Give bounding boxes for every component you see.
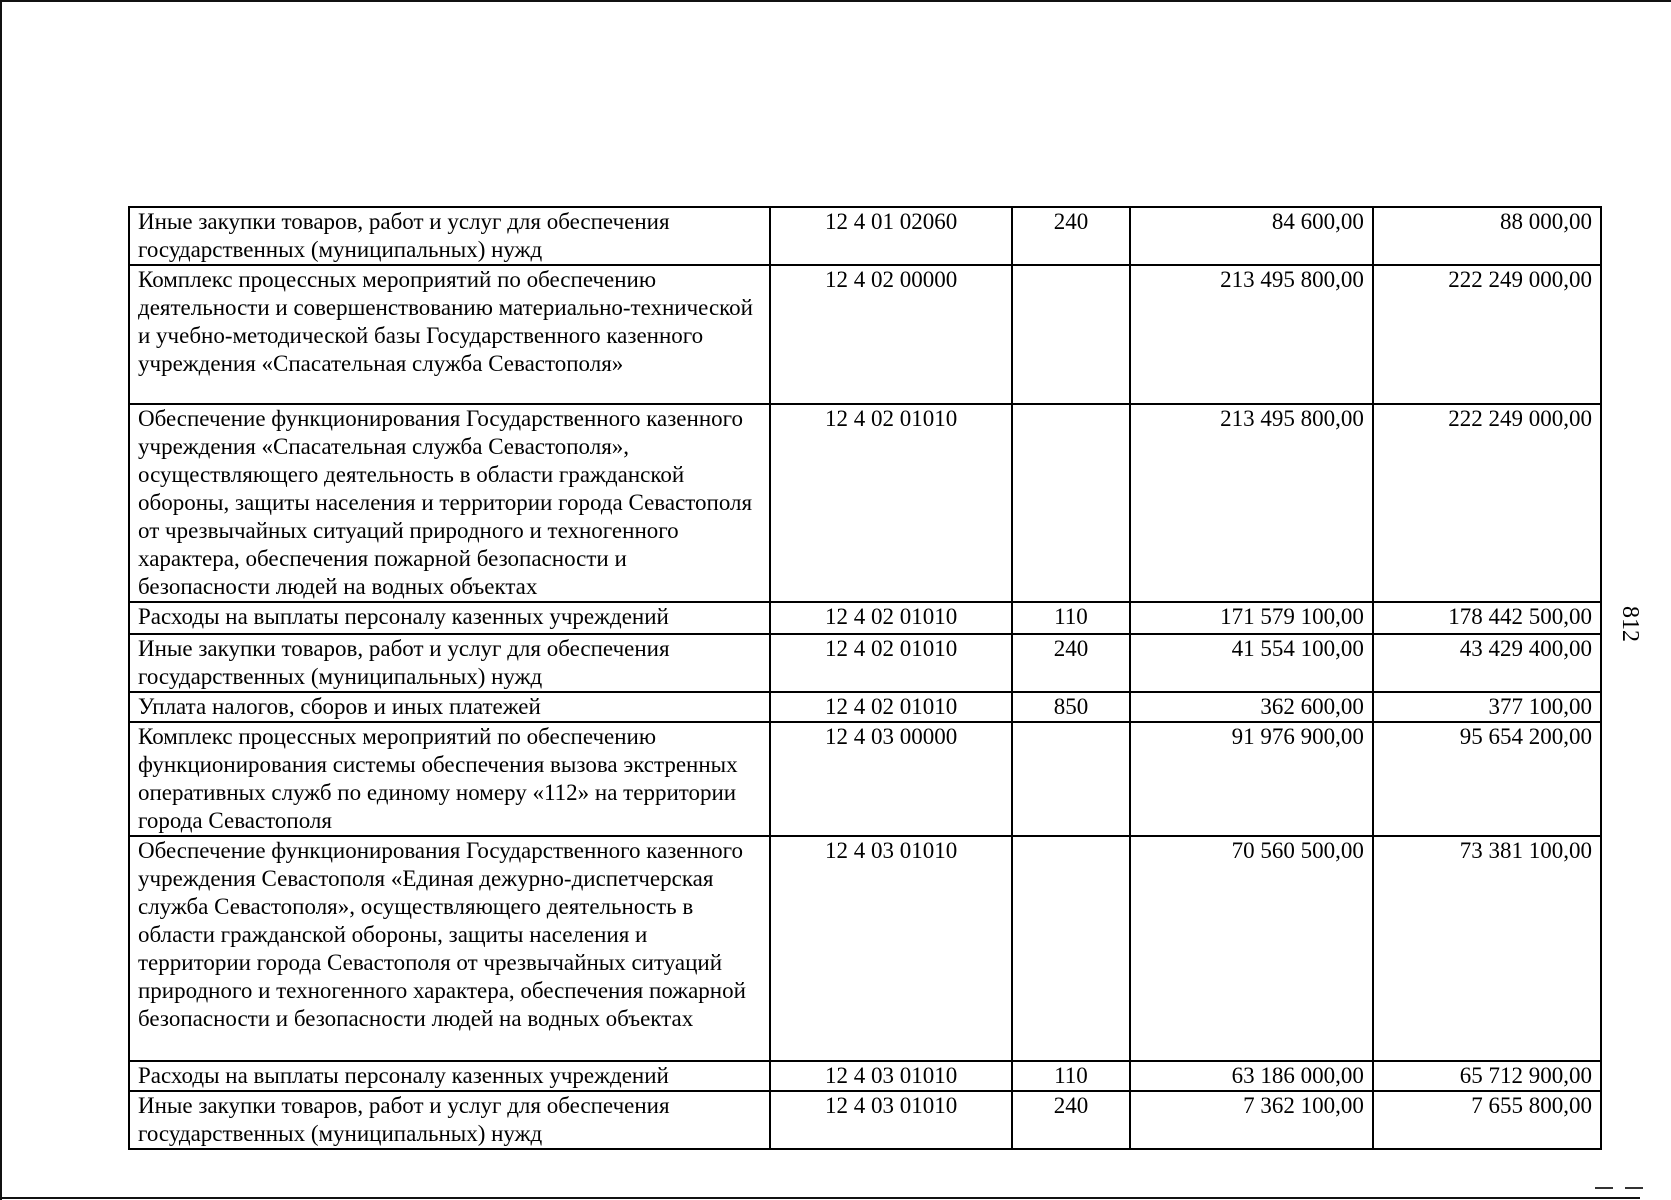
row-amount-1: 91 976 900,00 [1130, 722, 1373, 836]
row-expense-type: 240 [1012, 207, 1130, 265]
row-amount-2: 222 249 000,00 [1373, 265, 1601, 404]
row-expense-type: 850 [1012, 692, 1130, 722]
row-amount-1: 70 560 500,00 [1130, 836, 1373, 1061]
scan-border-top [0, 0, 1671, 2]
row-name: Комплекс процессных мероприятий по обеспечению функционирования системы обеспечения вызова экстренных оперативных служб по единому номеру «112» на территории города Севастополя [129, 722, 770, 836]
row-expense-type [1012, 404, 1130, 602]
scan-mark [1595, 1187, 1613, 1189]
table-row [129, 1061, 1601, 1091]
row-target-code: 12 4 03 00000 [770, 722, 1012, 836]
row-target-code: 12 4 03 01010 [770, 836, 1012, 1061]
page-number: 812 [1617, 606, 1643, 642]
table-row [129, 1091, 1601, 1149]
scan-border-left [0, 0, 2, 1200]
row-name: Обеспечение функционирования Государственного казенного учреждения Севастополя «Единая дежурно-диспетчерская служба Севастополя», осуществляющего деятельность в области гражданской обороны, защиты населения и территории города Севастополя от чрезвычайных ситуаций природного и техногенного характера, обеспечения пожарной безопасности и безопасности людей на водных объектах [129, 836, 770, 1061]
row-expense-type [1012, 265, 1130, 404]
table-row [129, 265, 1601, 404]
row-expense-type: 110 [1012, 1061, 1130, 1091]
row-amount-2: 88 000,00 [1373, 207, 1601, 265]
row-amount-2: 222 249 000,00 [1373, 404, 1601, 602]
row-amount-1: 213 495 800,00 [1130, 404, 1373, 602]
budget-table [128, 206, 1602, 1150]
row-name: Иные закупки товаров, работ и услуг для обеспечения государственных (муниципальных) нужд [129, 207, 770, 265]
table-row [129, 602, 1601, 634]
row-name: Комплекс процессных мероприятий по обеспечению деятельности и совершенствованию материально-технической и учебно-методической базы Государственного казенного учреждения «Спасательная служба Севастополя» [129, 265, 770, 404]
row-expense-type: 240 [1012, 634, 1130, 692]
row-amount-1: 362 600,00 [1130, 692, 1373, 722]
row-amount-2: 43 429 400,00 [1373, 634, 1601, 692]
row-target-code: 12 4 03 01010 [770, 1091, 1012, 1149]
row-expense-type: 110 [1012, 602, 1130, 634]
row-amount-1: 213 495 800,00 [1130, 265, 1373, 404]
row-target-code: 12 4 03 01010 [770, 1061, 1012, 1091]
row-amount-1: 171 579 100,00 [1130, 602, 1373, 634]
row-target-code: 12 4 02 01010 [770, 634, 1012, 692]
row-name: Уплата налогов, сборов и иных платежей [129, 692, 770, 722]
row-name: Расходы на выплаты персоналу казенных учреждений [129, 602, 770, 634]
table-row [129, 207, 1601, 265]
row-name: Расходы на выплаты персоналу казенных учреждений [129, 1061, 770, 1091]
row-target-code: 12 4 01 02060 [770, 207, 1012, 265]
table-row [129, 692, 1601, 722]
row-amount-1: 63 186 000,00 [1130, 1061, 1373, 1091]
row-amount-2: 7 655 800,00 [1373, 1091, 1601, 1149]
row-target-code: 12 4 02 01010 [770, 602, 1012, 634]
row-name: Иные закупки товаров, работ и услуг для обеспечения государственных (муниципальных) нужд [129, 1091, 770, 1149]
row-expense-type [1012, 722, 1130, 836]
scan-mark [1625, 1187, 1643, 1189]
table-row [129, 404, 1601, 602]
row-target-code: 12 4 02 01010 [770, 404, 1012, 602]
row-amount-2: 95 654 200,00 [1373, 722, 1601, 836]
row-amount-1: 7 362 100,00 [1130, 1091, 1373, 1149]
row-target-code: 12 4 02 01010 [770, 692, 1012, 722]
table-row [129, 634, 1601, 692]
row-expense-type: 240 [1012, 1091, 1130, 1149]
row-target-code: 12 4 02 00000 [770, 265, 1012, 404]
table-row [129, 722, 1601, 836]
row-name: Обеспечение функционирования Государственного казенного учреждения «Спасательная служба Севастополя», осуществляющего деятельность в области гражданской обороны, защиты населения и территории города Севастополя от чрезвычайных ситуаций природного и техногенного характера, обеспечения пожарной безопасности и безопасности людей на водных объектах [129, 404, 770, 602]
row-name: Иные закупки товаров, работ и услуг для обеспечения государственных (муниципальных) нужд [129, 634, 770, 692]
row-amount-2: 377 100,00 [1373, 692, 1601, 722]
row-expense-type [1012, 836, 1130, 1061]
table-row [129, 836, 1601, 1061]
scan-border-bottom [0, 1197, 1640, 1199]
row-amount-1: 41 554 100,00 [1130, 634, 1373, 692]
row-amount-1: 84 600,00 [1130, 207, 1373, 265]
row-amount-2: 178 442 500,00 [1373, 602, 1601, 634]
row-amount-2: 65 712 900,00 [1373, 1061, 1601, 1091]
row-amount-2: 73 381 100,00 [1373, 836, 1601, 1061]
